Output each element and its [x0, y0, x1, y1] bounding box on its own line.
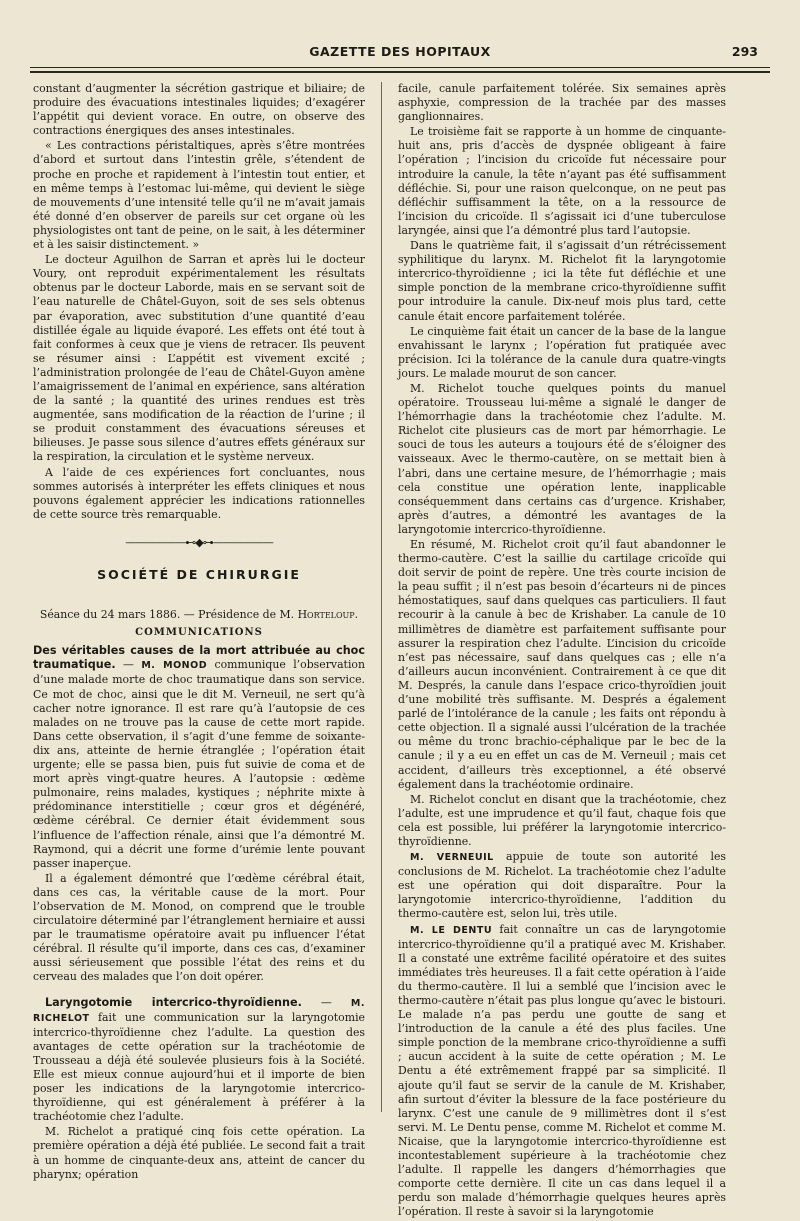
- speaker-paragraph: [398, 923, 726, 1220]
- speaker-name: M. MONOD: [141, 660, 208, 672]
- topic-separator: —: [301, 995, 351, 1009]
- left-column: [33, 82, 365, 1183]
- paragraph: Le cinquième fait était un cancer de la base de la langue envahissant le larynx ; l’opération fut pratiquée avec précision. Ici la tolérance de la canule dura quatre-vingts jours. Le malade mourut de son cancer.: [398, 324, 726, 380]
- paragraph: facile, canule parfaitement tolérée. Six semaines après asphyxie, compression de la trachée par des masses ganglionnaires.: [398, 82, 726, 124]
- page-number: 293: [731, 44, 758, 59]
- paragraph: Le docteur Aguilhon de Sarran et après lui le docteur Voury, ont reproduit expérimentalement les résultats obtenus par le docteur Laborde, mais en se servant soit de l’eau naturelle de Châtel-Guyon, soit de ses sels obtenus par évaporation, avec substitution d’une quantité d’eau distillée égale au liquide évaporé. Les effets ont été tout à fait conformes à ceux que je viens de retracer. Ils peuvent se résumer ainsi : L’appétit est vivement excité ; l’administration prolongée de l’eau de Châtel-Guyon amène l’amaigrissement de l’animal en expérience, sans altération de la santé ; la quantité des urines rendues est très augmentée, sans modification de la réaction de l’urine ; il se produit constamment des évacuations séreuses et bilieuses. Je passe sous silence d’autres effets généraux sur la respiration, la circulation et le système nerveux.: [33, 253, 365, 464]
- topic-text: fait une communication sur la laryngotomie intercrico-thyroïdienne chez l’adulte. La question des avantages de cette opération sur la trachéotomie de Trousseau a déjà été soulevée plusieurs fois à la Société. Elle est mieux connue aujourd’hui et il importe de bien poser les indications de la laryngotomie intercrico-thyroïdienne, qui est généralement à préférer à la trachéotomie chez l’adulte.: [33, 1010, 365, 1124]
- speaker-name: M. VERNEUIL: [410, 852, 494, 864]
- spacer: [33, 986, 365, 996]
- topic-paragraph: [33, 644, 365, 871]
- speaker-text: fait connaître un cas de laryngotomie intercrico-thyroïdienne qu’il a pratiqué avec M. Krishaber. Il a constaté une extrême facilité opératoire et des suites immédiates très heureuses. Il a fait cette opération à l’aide du thermo-cautère. Il lui a semblé que l’incision avec le thermo-cautère n’était pas plus longue qu’avec le bistouri. Le malade n’a pas perdu une goutte de sang et l’introduction de la canule a été des plus faciles. Une simple ponction de la membrane crico-thyroïdienne a suffi ; aucun accident à la suite de cette opération ; M. Le Dentu a été extrêmement frappé par sa simplicité. Il ajoute qu’il faut se servir de la canule de M. Krishaber, afin surtout d’éviter la blessure de la face postérieure du larynx. C’est une canule de 9 millimètres dont il s’est servi. M. Le Dentu pense, comme M. Richelot et comme M. Nicaise, que la laryngotomie intercrico-thyroïdienne est incontestablement supérieure à la trachéotomie chez l’adulte. Il rappelle les dangers d’hémorrhagies que comporte cette dernière. Il cite un cas dans lequel il a perdu son malade d’hémorrhagie quelques heures après l’opération. Il reste à savoir si la laryngotomie: [398, 922, 726, 1219]
- session-president: Horteloup.: [297, 608, 359, 622]
- column-divider: [381, 82, 382, 1112]
- subsection-title: COMMUNICATIONS: [135, 627, 263, 639]
- running-head: [30, 44, 770, 64]
- speaker-name: M. RICHELOT: [33, 997, 365, 1024]
- topic-title: Laryngotomie intercrico-thyroïdienne.: [45, 995, 302, 1009]
- paragraph: Il a également démontré que l’œdème cérébral était, dans ces cas, la véritable cause de la mort. Pour l’observation de M. Monod, on comprend que le trouble circulatoire déterminé par l’étranglement herniaire et aussi par le traumatisme opératoire avait pu influencer l’état cérébral. Il résulte qu’il importe, dans ces cas, d’examiner aussi sérieusement que possible l’état des reins et du cerveau des malades que l’on doit opérer.: [33, 871, 365, 984]
- topic-text: communique l’observation d’une malade morte de choc traumatique dans son service. Ce mot de choc, ainsi que le dit M. Verneuil, ne sert qu’à cacher notre ignorance. Il est rare qu’à l’autopsie de ces malades on ne trouve pas la cause de cette mort rapide. Dans cette observation, il s’agit d’une femme de soixante-dix ans, atteinte de hernie étranglée ; l’opération était urgente; elle se passa bien, puis fut suivie de coma et de mort après vingt-quatre heures. A l’autopsie : œdème pulmonaire, reins malades, kystiques ; néphrite mixte à prédominance interstitielle ; cœur gros et dégénéré, œdème cérébral. Ce dernier était évidemment sous l’influence de l’affection rénale, ainsi que l’a démontré M. Raymond, qui a décrit une forme d’urémie lente pouvant passer inaperçue.: [33, 658, 365, 870]
- paragraph: Dans le quatrième fait, il s’agissait d’un rétrécissement syphilitique du larynx. M. Richelot fit la laryngotomie intercrico-thyroïdienne ; ici la tête fut défléchie et une simple ponction de la membrane crico-thyroïdienne suffit pour introduire la canule. Dix-neuf mois plus tard, cette canule était encore parfaitement tolérée.: [398, 239, 726, 323]
- running-title: GAZETTE DES HOPITAUX: [309, 44, 491, 59]
- topic-paragraph: [33, 996, 365, 1125]
- paragraph: En résumé, M. Richelot croit qu’il faut abandonner le thermo-cautère. C’est la saillie du cartilage cricoïde qui doit servir de point de repère. Une très courte incision de la peau suffit ; il n’est pas besoin d’écarteurs ni de pinces hémostatiques, sauf dans quelques cas particuliers. Il faut recourir à la canule à bec de Krishaber. La canule de 10 millimètres de diamètre est parfaitement suffisante pour assurer la respiration chez l’adulte. L’incision du cricoïde n’est pas nécessaire, sauf dans quelques cas ; elle n’a d’ailleurs aucun inconvénient. Contrairement à ce que dit M. Després, la canule dans l’espace crico-thyroïdien jouit d’une mobilité très suffisante. M. Després a également parlé de l’intolérance de la canule ; les faits ont répondu à cette objection. Il a signalé aussi l’ulcération de la trachée ou même du tronc brachio-céphalique par le bec de la canule ; il y a eu en effet un cas de M. Verneuil ; mais cet accident, d’ailleurs très exceptionnel, a été observé également dans la trachéotomie ordinaire.: [398, 538, 726, 791]
- paragraph: M. Richelot touche quelques points du manuel opératoire. Trousseau lui-même a signalé le danger de l’hémorrhagie dans la trachéotomie chez l’adulte. M. Richelot cite plusieurs cas de mort par hémorrhagie. Le souci de tous les auteurs a toujours été de s’éloigner des vaisseaux. Avec le thermo-cautère, on se mettait bien à l’abri, dans une certaine mesure, de l’hémorrhagie ; mais cela constitue une opération lente, inapplicable conséquemment dans certains cas d’urgence. Krishaber, après d’autres, a démontré les avantages de la laryngotomie intercrico-thyroïdienne.: [398, 381, 726, 536]
- speaker-paragraph: [398, 850, 726, 921]
- speaker-text: appuie de toute son autorité les conclusions de M. Richelot. La trachéotomie chez l’adulte est une opération qui doit disparaître. Pour la laryngotomie intercrico-thyroïdienne, l’addition du thermo-cautère est, selon lui, très utile.: [398, 850, 726, 921]
- paragraph: A l’aide de ces expériences fort concluantes, nous sommes autorisés à interpréter les effets cliniques et nous pouvons également apprécier les indications rationnelles de cette source très remarquable.: [33, 465, 365, 521]
- header-rule-thin: [30, 67, 770, 68]
- speaker-name: M. LE DENTU: [410, 924, 493, 936]
- paragraph: Le troisième fait se rapporte à un homme de cinquante-huit ans, pris d’accès de dyspnée obligeant à faire l’opération ; l’incision du cricoïde fut nécessaire pour introduire la canule, la tête n’ayant pas été suffisamment défléchie. Si, pour une raison quelconque, on ne peut pas défléchir suffisamment la tête, on a la ressource de l’incision du cricoïde. Il s’agissait ici d’une tuberculose laryngée, ainsi que l’a démontré plus tard l’autopsie.: [398, 125, 726, 237]
- session-text: Séance du 24 mars 1886. — Présidence de M.: [39, 608, 298, 622]
- paragraph: « Les contractions péristaltiques, après s’être montrées d’abord et surtout dans l’intestin grêle, s’étendent de proche en proche et rapidement à l’intestin tout entier, et en même temps à l’estomac lui-même, qui devient le siège de mouvements d’une intensité telle qu’il ne m’avait jamais été donné d’en observer de pareils sur cet organe où les physiologistes ont tant de peine, on le sait, à les déterminer et à les saisir distinctement. »: [33, 139, 365, 252]
- topic-title: Des véritables causes de la mort attribuée au choc traumatique.: [33, 644, 365, 672]
- right-column: [398, 82, 726, 1221]
- section-title: SOCIÉTÉ DE CHIRURGIE: [97, 567, 301, 582]
- paragraph: constant d’augmenter la sécrétion gastrique et biliaire; de produire des évacuations intestinales liquides; d’exagérer l’appétit qui devient vorace. En outre, on observe des contractions énergiques des anses intestinales.: [33, 82, 365, 138]
- session-line: [33, 608, 365, 622]
- topic-separator: —: [115, 658, 142, 672]
- header-rule-thick: [30, 71, 770, 73]
- section-ornament: ——————⊷◆⊶——————: [125, 535, 273, 549]
- paragraph: M. Richelot conclut en disant que la trachéotomie, chez l’adulte, est une imprudence et qu’il faut, chaque fois que cela est possible, lui préférer la laryngotomie intercrico-thyroïdienne.: [398, 792, 726, 848]
- paragraph: M. Richelot a pratiqué cinq fois cette opération. La première opération a déjà été publiée. Le second fait a trait à un homme de cinquante-deux ans, atteint de cancer du pharynx; opération: [33, 1125, 365, 1181]
